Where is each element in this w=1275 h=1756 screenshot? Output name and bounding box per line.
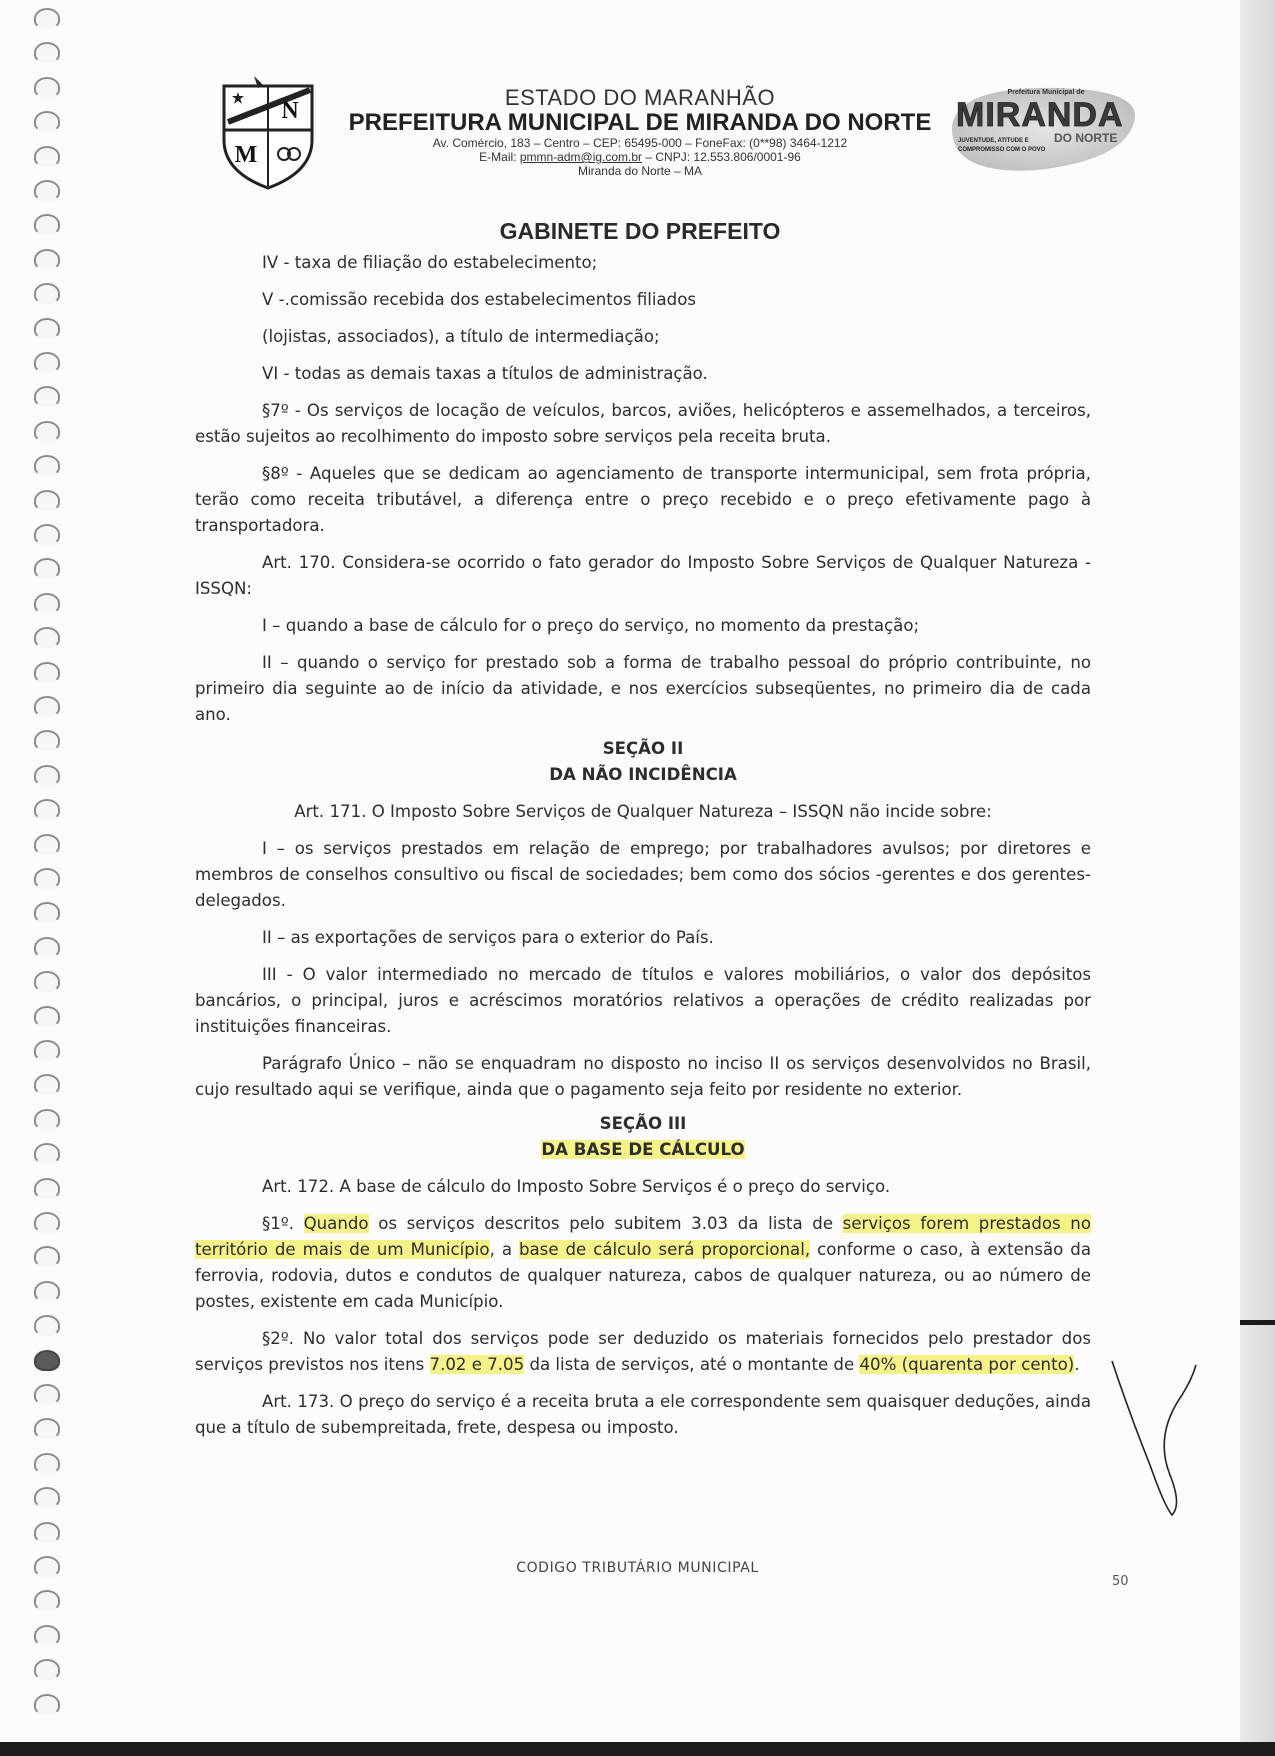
article-170-i: I – quando a base de cálculo for o preço do serviço, no momento da prestação; bbox=[262, 616, 920, 635]
text-run: §1º. bbox=[262, 1214, 304, 1233]
section-2-title: SEÇÃO II bbox=[602, 739, 684, 758]
binder-hole bbox=[34, 937, 60, 958]
binder-hole bbox=[34, 1143, 60, 1164]
letterhead bbox=[330, 86, 950, 178]
paragraph-v-cont: (lojistas, associados), a título de intermediação; bbox=[262, 327, 660, 346]
binder-hole bbox=[34, 765, 60, 786]
binder-hole bbox=[34, 971, 60, 992]
binder-hole bbox=[34, 902, 60, 923]
binder-hole bbox=[34, 730, 60, 751]
binder-hole bbox=[34, 868, 60, 889]
text-run: os serviços descritos pelo subitem 3.03 da lista de bbox=[368, 1214, 843, 1233]
cabinet-title: GABINETE DO PREFEITO bbox=[499, 218, 781, 244]
article-171-iii: III - O valor intermediado no mercado de títulos e valores mobiliários, o valor dos depósitos bancários, o principal, juros e acréscimos moratórios relativos a operações de crédito realizadas por instituições financeiras. bbox=[195, 965, 1091, 1036]
address-line: Av. Comércio, 183 – Centro – CEP: 65495-000 – FoneFax: (0**98) 3464-1212 bbox=[432, 136, 848, 150]
binder-hole bbox=[34, 1487, 60, 1508]
article-172-paragraph-1 bbox=[195, 1211, 1091, 1315]
scan-border bbox=[0, 1742, 1275, 1756]
binder-hole bbox=[34, 1178, 60, 1199]
highlight-proportional: base de cálculo será proporcional, bbox=[518, 1240, 811, 1259]
binder-hole bbox=[34, 1246, 60, 1267]
handwritten-signature bbox=[1110, 1355, 1200, 1525]
binder-hole bbox=[34, 1659, 60, 1680]
binder-hole bbox=[34, 283, 60, 304]
state-name: ESTADO DO MARANHÃO bbox=[504, 85, 776, 110]
binder-hole bbox=[34, 593, 60, 614]
binder-hole bbox=[34, 8, 60, 29]
section-2-subtitle: DA NÃO INCIDÊNCIA bbox=[549, 765, 737, 784]
page-number: 50 bbox=[1112, 1574, 1129, 1589]
binder-hole bbox=[34, 1350, 60, 1371]
article-171-ii: II – as exportações de serviços para o exterior do País. bbox=[262, 928, 714, 947]
article-173: Art. 173. O preço do serviço é a receita bruta a ele correspondente sem quaisquer deduções, ainda que a título de subempreitada, frete, despesa ou imposto. bbox=[195, 1392, 1091, 1437]
binder-hole bbox=[34, 1590, 60, 1611]
binder-hole bbox=[34, 490, 60, 511]
article-171: Art. 171. O Imposto Sobre Serviços de Qualquer Natureza – ISSQN não incide sobre: bbox=[294, 802, 992, 821]
binder-hole bbox=[34, 1384, 60, 1405]
binder-hole bbox=[34, 1281, 60, 1302]
text-run: da lista de serviços, até o montante de bbox=[524, 1355, 860, 1374]
paragraph-8: §8º - Aqueles que se dedicam ao agenciamento de transporte intermunicipal, sem frota própria, terão como receita tributável, a diferença entre o preço recebido e o preço efetivamente pago à transportadora. bbox=[195, 464, 1091, 535]
email-link[interactable]: pmmn-adm@ig.com.br bbox=[519, 150, 643, 164]
binder-hole bbox=[34, 1315, 60, 1336]
prefeitura-name: PREFEITURA MUNICIPAL DE MIRANDA DO NORTE bbox=[348, 109, 932, 136]
binder-hole bbox=[34, 214, 60, 235]
email-label: E-Mail: bbox=[479, 150, 520, 164]
paragraph-vi: VI - todas as demais taxas a títulos de administração. bbox=[262, 364, 708, 383]
city-line: Miranda do Norte – MA bbox=[577, 164, 703, 178]
text-run: . bbox=[1074, 1355, 1080, 1374]
binder-hole bbox=[34, 180, 60, 201]
svg-text:MIRANDA: MIRANDA bbox=[956, 96, 1124, 134]
section-3-subtitle bbox=[195, 1137, 1091, 1163]
svg-text:COMPROMISSO COM O POVO: COMPROMISSO COM O POVO bbox=[958, 147, 1046, 153]
highlight-percent: 40% (quarenta por cento) bbox=[859, 1355, 1075, 1374]
binder-hole bbox=[34, 1522, 60, 1543]
article-171-i: I – os serviços prestados em relação de emprego; por trabalhadores avulsos; por diretores e membros de conselhos consultivo ou fiscal de sociedades; bem como dos sócios -gerentes e dos gerentes-delegados. bbox=[195, 839, 1091, 910]
binder-hole bbox=[34, 77, 60, 98]
binder-hole bbox=[34, 318, 60, 339]
footer-text: CODIGO TRIBUTÁRIO MUNICIPAL bbox=[516, 1560, 759, 1576]
binder-hole bbox=[34, 558, 60, 579]
edge-mark bbox=[1240, 1320, 1275, 1325]
binder-hole bbox=[34, 834, 60, 855]
text-run: conforme o caso, à extensão da ferrovia, rodovia, dutos e condutos de qualquer natureza, cabos de qualquer natureza, ou ao número de postes, existente em cada Município. bbox=[195, 1240, 1091, 1311]
page-edge bbox=[1240, 0, 1275, 1756]
paragraph-v: V -.comissão recebida dos estabelecimentos filiados bbox=[262, 290, 697, 309]
article-170: Art. 170. Considera-se ocorrido o fato gerador do Imposto Sobre Serviços de Qualquer Natureza - ISSQN: bbox=[195, 553, 1091, 598]
miranda-brand-logo bbox=[948, 82, 1144, 176]
binder-hole bbox=[34, 249, 60, 270]
binder-hole bbox=[34, 799, 60, 820]
binder-hole bbox=[34, 111, 60, 132]
highlight-quando: Quando bbox=[303, 1214, 369, 1233]
binder-hole bbox=[34, 455, 60, 476]
svg-text:N: N bbox=[281, 98, 299, 124]
svg-text:DO NORTE: DO NORTE bbox=[1054, 131, 1118, 145]
binder-hole bbox=[34, 627, 60, 648]
binder-hole bbox=[34, 1109, 60, 1130]
section-3-title: SEÇÃO III bbox=[599, 1114, 687, 1133]
binder-hole bbox=[34, 421, 60, 442]
binder-hole bbox=[34, 1040, 60, 1061]
binder-hole bbox=[34, 1453, 60, 1474]
binder-hole bbox=[34, 1074, 60, 1095]
document-body bbox=[195, 250, 1091, 1441]
cnpj-text: – CNPJ: 12.553.806/0001-96 bbox=[642, 150, 801, 164]
highlight-items: 7.02 e 7.05 bbox=[429, 1355, 525, 1374]
article-172-paragraph-2 bbox=[195, 1326, 1091, 1378]
binder-hole bbox=[34, 662, 60, 683]
binder-hole bbox=[34, 524, 60, 545]
article-170-ii: II – quando o serviço for prestado sob a forma de trabalho pessoal do próprio contribuinte, no primeiro dia seguinte ao de início da atividade, e nos exercícios subseqüentes, no primeiro dia de cada ano. bbox=[195, 653, 1091, 724]
article-172: Art. 172. A base de cálculo do Imposto Sobre Serviços é o preço do serviço. bbox=[262, 1177, 891, 1196]
binder-hole bbox=[34, 1212, 60, 1233]
svg-text:JUVENTUDE, ATITUDE E: JUVENTUDE, ATITUDE E bbox=[958, 138, 1029, 144]
text-run: , a bbox=[489, 1240, 519, 1259]
paragraph-iv: IV - taxa de filiação do estabelecimento; bbox=[262, 253, 598, 272]
contact-line bbox=[330, 150, 950, 164]
paragraph-7: §7º - Os serviços de locação de veículos, barcos, aviões, helicópteros e assemelhados, a terceiros, estão sujeitos ao recolhimento do imposto sobre serviços pela receita bruta. bbox=[195, 401, 1091, 446]
binder-hole bbox=[34, 146, 60, 167]
binder-hole bbox=[34, 696, 60, 717]
binder-hole bbox=[34, 352, 60, 373]
svg-text:Prefeitura Municipal de: Prefeitura Municipal de bbox=[1007, 89, 1085, 96]
binder-holes bbox=[34, 0, 64, 1742]
binder-hole bbox=[34, 386, 60, 407]
binder-hole bbox=[34, 1694, 60, 1715]
municipal-crest-icon bbox=[218, 74, 318, 190]
svg-text:M: M bbox=[234, 142, 258, 168]
binder-hole bbox=[34, 1418, 60, 1439]
text-run: §2º. No valor total dos serviços pode ser deduzido os materiais fornecidos pelo prestador dos serviços previstos nos itens bbox=[195, 1329, 1091, 1374]
article-171-sole-paragraph: Parágrafo Único – não se enquadram no disposto no inciso II os serviços desenvolvidos no Brasil, cujo resultado aqui se verifique, ainda que o pagamento seja feito por residente no exterior. bbox=[195, 1054, 1091, 1099]
binder-hole bbox=[34, 42, 60, 63]
binder-hole bbox=[34, 1006, 60, 1027]
highlight-territory: serviços forem prestados no território de mais de um Município bbox=[195, 1214, 1091, 1259]
binder-hole bbox=[34, 1625, 60, 1646]
highlight-section-3: DA BASE DE CÁLCULO bbox=[541, 1140, 745, 1159]
